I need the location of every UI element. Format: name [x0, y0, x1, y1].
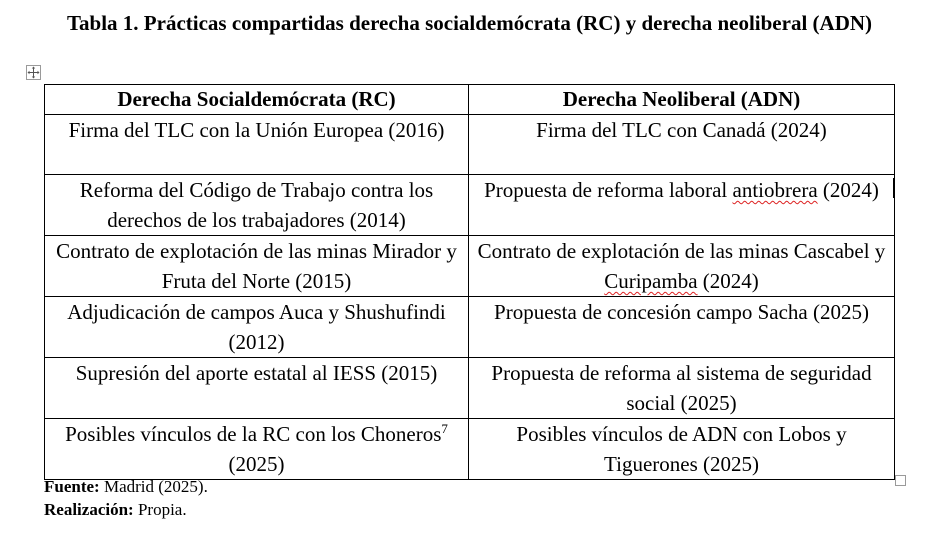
cell-adn[interactable]: Propuesta de reforma al sistema de seguridad social (2025)	[469, 358, 895, 419]
cell-rc[interactable]: Supresión del aporte estatal al IESS (2015)	[45, 358, 469, 419]
cell-adn[interactable]: Firma del TLC con Canadá (2024)	[469, 115, 895, 175]
cell-rc[interactable]: Adjudicación de campos Auca y Shushufindi (2012)	[45, 297, 469, 358]
cell-text: Posibles vínculos de la RC con los Choneros	[65, 422, 442, 446]
table-row	[45, 358, 895, 419]
table-row	[45, 297, 895, 358]
table-row	[45, 115, 895, 175]
footnote-marker: 7	[441, 421, 448, 436]
table-row	[45, 236, 895, 297]
credit-value: Propia.	[133, 500, 187, 519]
cell-text: (2024)	[817, 178, 879, 202]
cell-rc[interactable]: Contrato de explotación de las minas Mirador y Fruta del Norte (2015)	[45, 236, 469, 297]
credit-label: Realización:	[44, 500, 134, 519]
cell-text: Propuesta de reforma laboral	[484, 178, 733, 202]
source-note	[44, 476, 208, 498]
cell-text: (2025)	[228, 452, 285, 476]
credit-note	[44, 499, 187, 521]
cell-adn[interactable]	[469, 175, 895, 236]
spellcheck-flagged-word[interactable]: antiobrera	[732, 178, 818, 202]
cell-adn[interactable]: Propuesta de concesión campo Sacha (2025)	[469, 297, 895, 358]
table-title: Tabla 1. Prácticas compartidas derecha socialdemócrata (RC) y derecha neoliberal (ADN)	[66, 11, 873, 35]
header-adn: Derecha Neoliberal (ADN)	[469, 85, 895, 115]
source-label: Fuente:	[44, 477, 100, 496]
cell-rc[interactable]: Firma del TLC con la Unión Europea (2016)	[45, 115, 469, 175]
table-move-handle-icon[interactable]	[26, 65, 41, 80]
cell-adn[interactable]: Posibles vínculos de ADN con Lobos y Tiguerones (2025)	[469, 419, 895, 480]
cell-rc[interactable]: Reforma del Código de Trabajo contra los derechos de los trabajadores (2014)	[45, 175, 469, 236]
cell-text: Contrato de explotación de las minas Cascabel y	[477, 239, 886, 263]
table-row	[45, 419, 895, 480]
header-rc: Derecha Socialdemócrata (RC)	[45, 85, 469, 115]
cell-adn[interactable]	[469, 236, 895, 297]
cell-rc[interactable]	[45, 419, 469, 480]
table-header-row	[45, 85, 895, 115]
spellcheck-flagged-word[interactable]: Curipamba	[604, 269, 698, 293]
source-value: Madrid (2025).	[99, 477, 208, 496]
table-row	[45, 175, 895, 236]
comparison-table	[44, 84, 895, 480]
table-resize-handle-icon[interactable]	[895, 475, 906, 486]
cell-text: (2024)	[697, 269, 759, 293]
text-cursor	[893, 178, 894, 198]
